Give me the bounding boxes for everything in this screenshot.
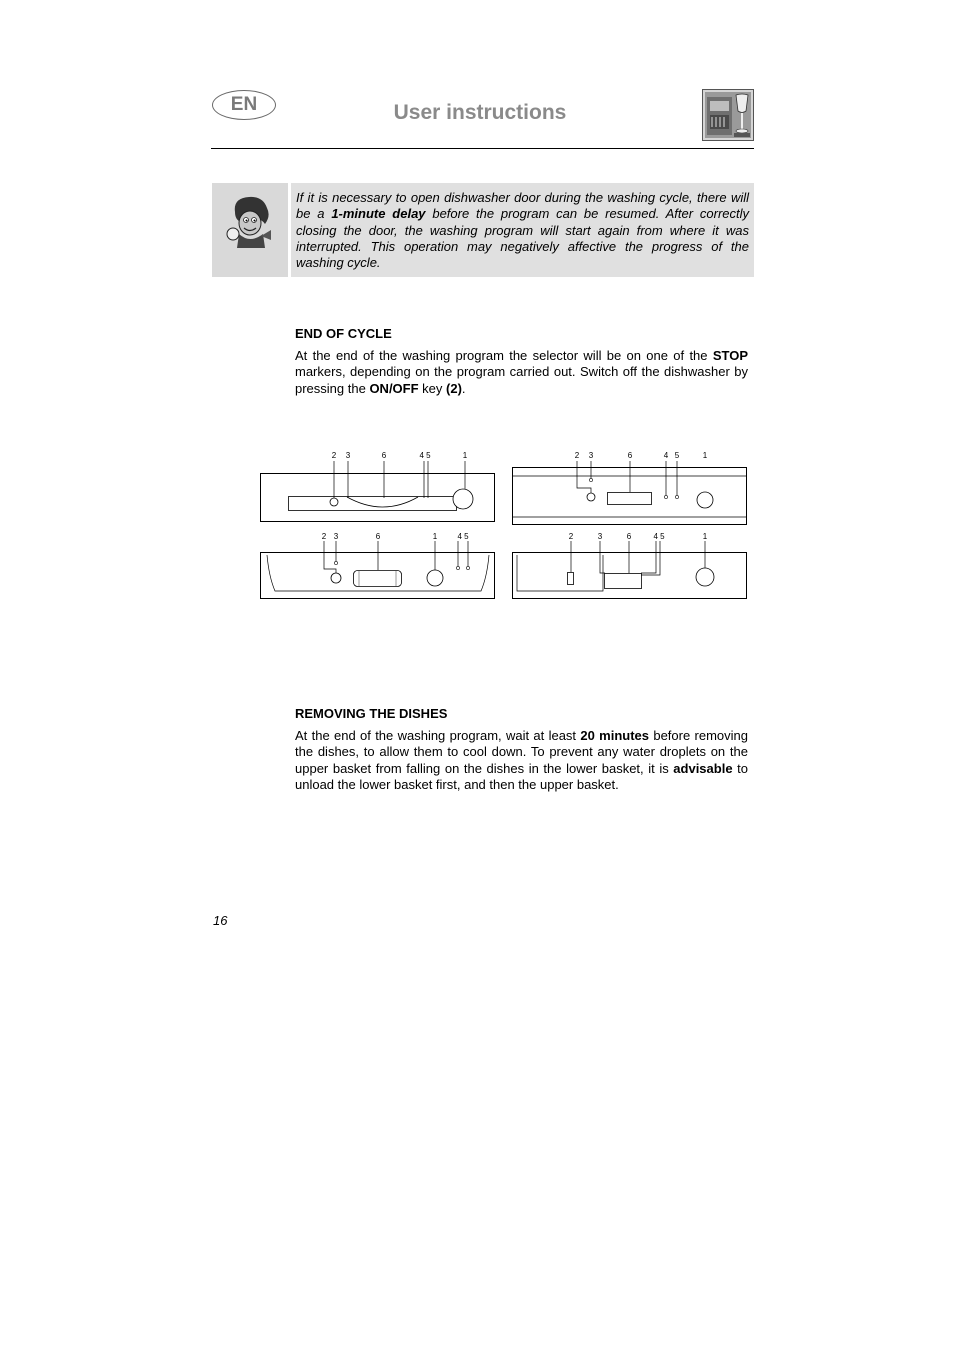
panel4-label: 3 — [597, 532, 603, 541]
panel2-label: 4 — [663, 451, 669, 460]
language-badge: EN — [212, 90, 276, 120]
control-panel-1 — [261, 451, 495, 522]
panel1-label: 6 — [381, 451, 387, 460]
panel4-label: 4 5 — [653, 532, 665, 541]
control-panel-diagrams — [255, 445, 755, 605]
panel2-label: 6 — [627, 451, 633, 460]
panel1-label: 2 — [331, 451, 337, 460]
panel1-label: 4 5 — [419, 451, 431, 460]
panel3-label: 1 — [432, 532, 438, 541]
note-text: If it is necessary to open dishwasher door during the washing cycle, there will be a 1-minute delay before the program can be resumed. After correctly closing the door, the washing program will start again from where it was interrupted. This operation may negatively affective the progress of the washing cycle. — [296, 190, 749, 271]
panel3-label: 6 — [375, 532, 381, 541]
control-panel-4 — [513, 532, 747, 599]
removing-dishes-heading: REMOVING THE DISHES — [295, 706, 448, 721]
panel2-label: 3 — [588, 451, 594, 460]
control-panel-2 — [512, 451, 747, 525]
end-of-cycle-text: At the end of the washing program the selector will be on one of the STOP markers, depending on the program carried out. Switch off the dishwasher by pressing the ON/OFF key (2). — [295, 348, 748, 396]
panel2-label: 2 — [574, 451, 580, 460]
panel2-label: 1 — [702, 451, 708, 460]
page-title: User instructions — [393, 101, 567, 124]
control-panel-3 — [261, 532, 495, 599]
header-divider — [211, 148, 754, 149]
note-box — [212, 183, 754, 277]
panel4-label: 1 — [702, 532, 708, 541]
panel2-label: 5 — [674, 451, 680, 460]
panel1-label: 3 — [345, 451, 351, 460]
removing-dishes-text: At the end of the washing program, wait at least 20 minutes before removing the dishes, to allow them to cool down. To prevent any water droplets on the upper basket from falling on the dishes in the lower basket, it is advisable to unload the lower basket first, and then the upper basket. — [295, 728, 748, 792]
panel3-label: 3 — [333, 532, 339, 541]
panel1-label: 1 — [462, 451, 468, 460]
note-icon-cell — [212, 183, 288, 277]
panel4-label: 6 — [626, 532, 632, 541]
cartoon-character-icon — [225, 194, 275, 250]
panel3-label: 2 — [321, 532, 327, 541]
page-number: 16 — [213, 913, 228, 928]
dishwasher-icon — [702, 89, 754, 141]
panel3-label: 4 5 — [457, 532, 469, 541]
end-of-cycle-heading: END OF CYCLE — [295, 326, 392, 341]
panel4-label: 2 — [568, 532, 574, 541]
